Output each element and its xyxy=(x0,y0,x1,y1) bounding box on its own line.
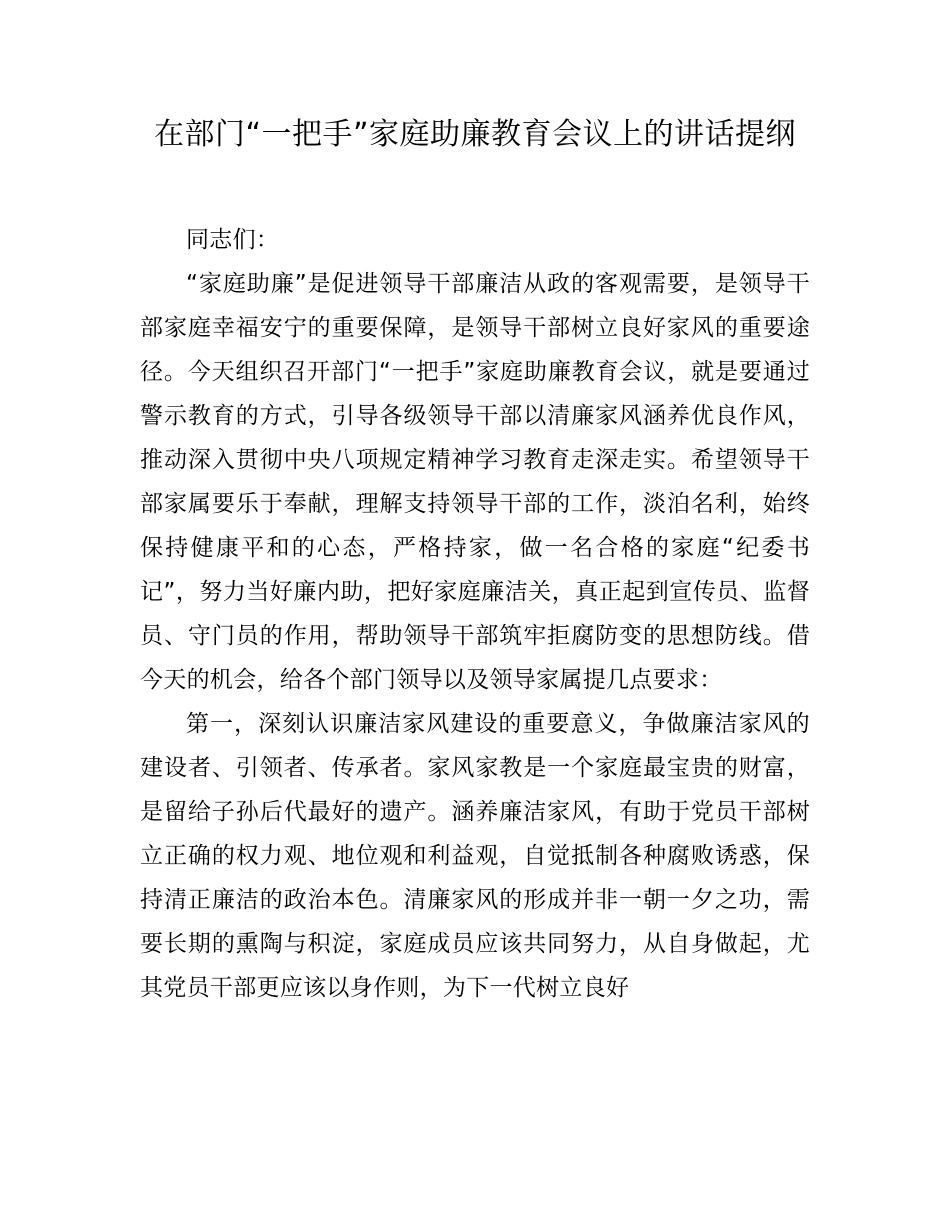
paragraph-intro: “家庭助廉”是促进领导干部廉洁从政的客观需要，是领导干部家庭幸福安宁的重要保障，是领导干部树立良好家风的重要途径。今天组织召开部门“一把手”家庭助廉教育会议，就是要通过警示教育的方式，引导各级领导干部以清廉家风涵养优良作风，推动深入贯彻中央八项规定精神学习教育走深走实。希望领导干部家属要乐于奉献，理解支持领导干部的工作，淡泊名利，始终保持健康平和的心态，严格持家，做一名合格的家庭“纪委书记”，努力当好廉内助，把好家庭廉洁关，真正起到宣传员、监督员、守门员的作用，帮助领导干部筑牢拒腐防变的思想防线。借今天的机会，给各个部门领导以及领导家属提几点要求： xyxy=(140,271,810,693)
greeting: 同志们： xyxy=(186,227,280,253)
paragraph-first-point: 第一，深刻认识廉洁家风建设的重要意义，争做廉洁家风的建设者、引领者、传承者。家风家教是一个家庭最宝贵的财富，是留给子孙后代最好的遗产。涵养廉洁家风，有助于党员干部树立正确的权力观、地位观和利益观，自觉抵制各种腐败诱惑，保持清正廉洁的政治本色。清廉家风的形成并非一朝一夕之功，需要长期的熏陶与积淀，家庭成员应该共同努力，从自身做起，尤其党员干部更应该以身作则，为下一代树立良好 xyxy=(140,711,810,1001)
document-title: 在部门“一把手”家庭助廉教育会议上的讲话提纲 xyxy=(153,117,797,152)
document-body xyxy=(140,218,810,1010)
